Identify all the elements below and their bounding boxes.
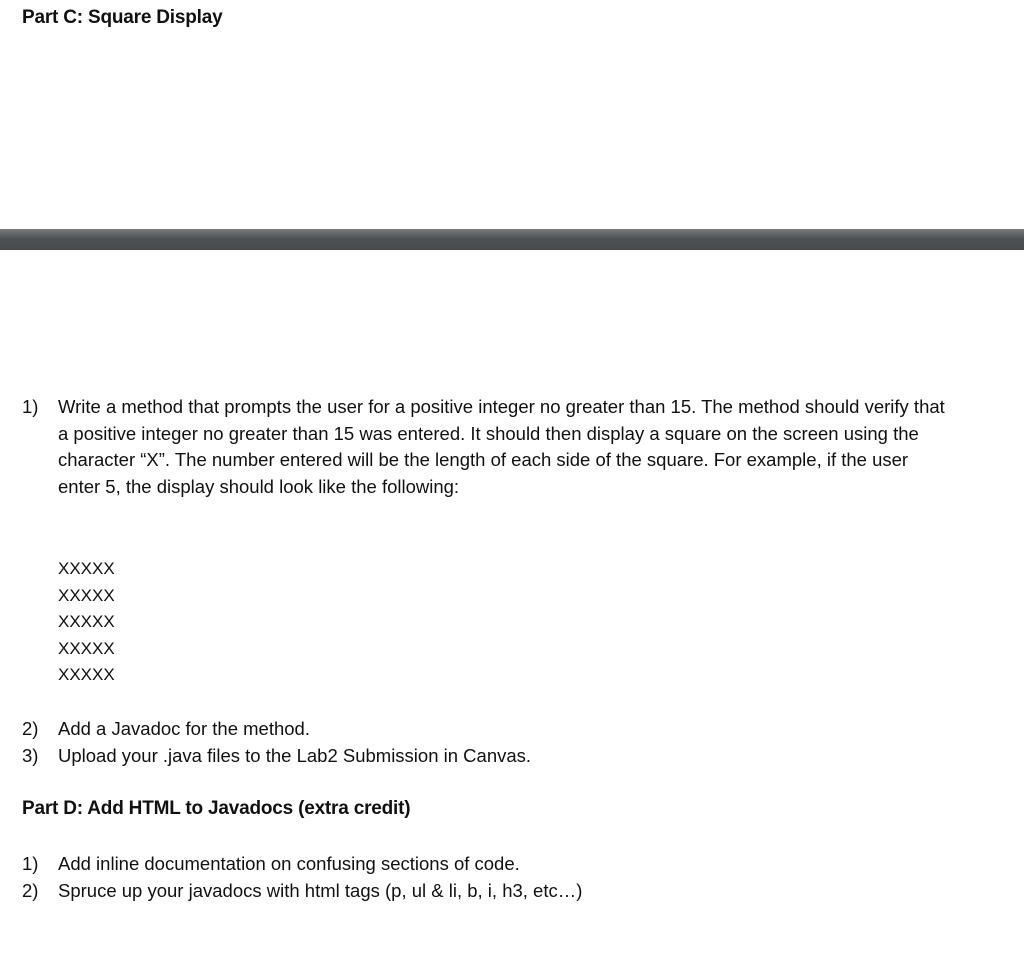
list-item — [22, 716, 531, 743]
page-divider-bar — [0, 229, 1024, 250]
part-c-list — [22, 394, 948, 500]
list-item-text: Add a Javadoc for the method. — [58, 718, 310, 739]
part-d-list — [22, 851, 582, 904]
square-row: XXXXX — [58, 585, 115, 605]
list-item-number: 2) — [22, 879, 39, 901]
list-item-number: 3) — [22, 744, 39, 766]
part-d-heading: Part D: Add HTML to Javadocs (extra credit) — [22, 798, 411, 819]
square-example — [58, 556, 115, 689]
list-item — [22, 394, 948, 500]
list-item-text: Add inline documentation on confusing sections of code. — [58, 853, 520, 874]
square-row: XXXXX — [58, 559, 115, 578]
list-item-text: Upload your .java files to the Lab2 Submission in Canvas. — [58, 744, 532, 766]
list-item-text: Write a method that prompts the user for a positive integer no greater than 15. The method should verify that a positive integer no greater than 15 was entered. It should then display a square on the screen using the character “X”. The number entered will be the length of each side of the square. For example, if the user enter 5, the display should look like the following: — [58, 396, 945, 497]
list-item-number: 2) — [22, 718, 39, 739]
square-row: XXXXX — [58, 665, 115, 684]
square-row: XXXXX — [58, 612, 115, 631]
list-item — [22, 851, 582, 878]
list-item-number: 1) — [22, 853, 39, 874]
list-item-number: 1) — [22, 396, 39, 417]
part-c-heading: Part C: Square Display — [22, 7, 223, 28]
list-item-text: Spruce up your javadocs with html tags (p, ul & li, b, i, h3, etc…) — [58, 879, 583, 901]
square-row: XXXXX — [58, 638, 115, 658]
list-item — [22, 878, 582, 905]
list-item — [22, 743, 531, 770]
part-c-list-continued — [22, 716, 531, 769]
